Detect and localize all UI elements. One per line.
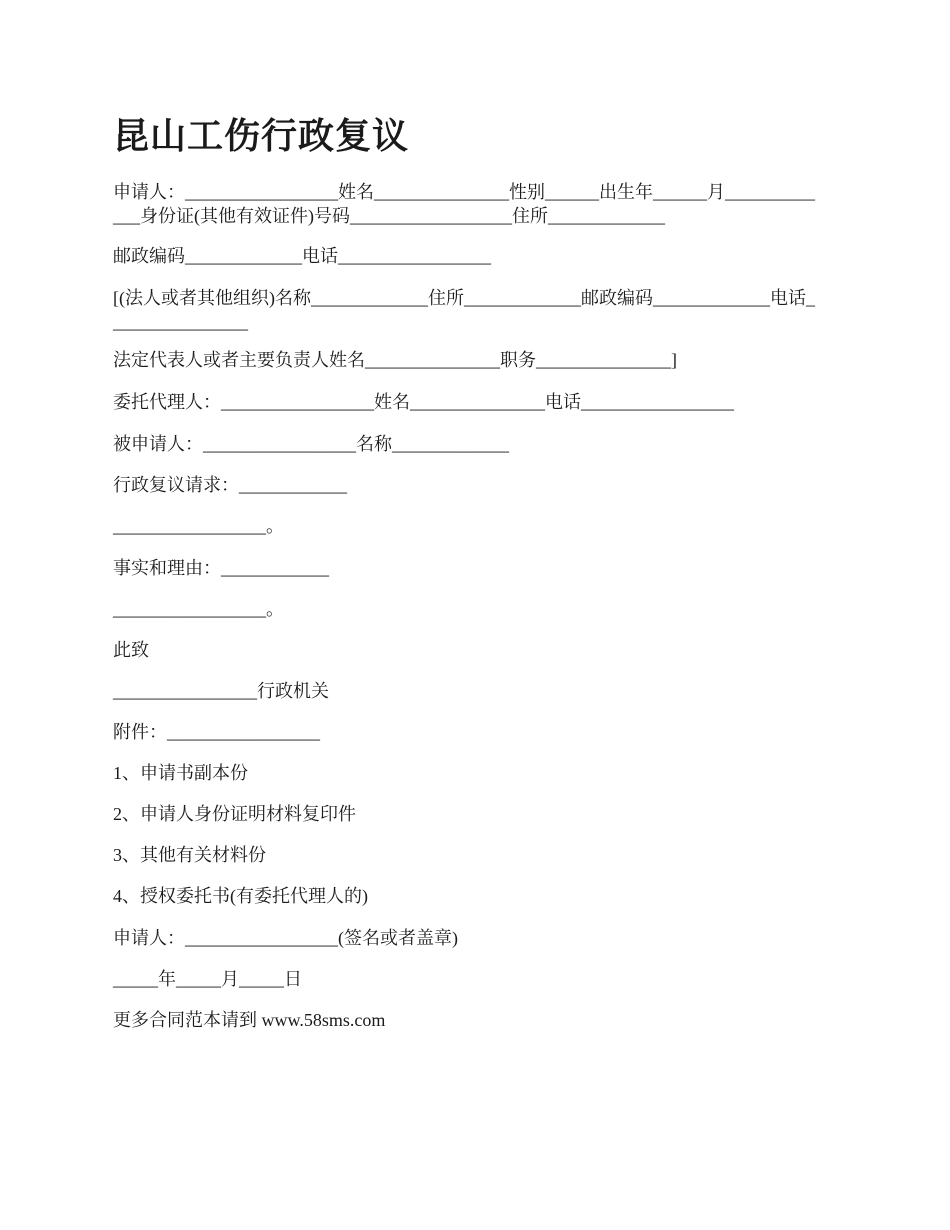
respondent-line: 被申请人：_________________名称_____________ — [113, 434, 509, 454]
signature-line: 申请人：_________________(签名或者盖章) — [113, 928, 458, 948]
attachment-item-4: 4、授权委托书(有委托代理人的) — [113, 886, 368, 906]
legal-representative-line: 法定代表人或者主要负责人姓名_______________职务_______________] — [113, 350, 677, 370]
request-blank-line: _________________。 — [113, 516, 284, 536]
facts-reasons-line: 事实和理由：____________ — [113, 558, 329, 578]
attachment-item-1: 1、申请书副本份 — [113, 763, 248, 783]
applicant-info-line: 申请人：_________________姓名_______________性别______出生年______月__________ ___身份证(其他有效证件)号码__________________住所_____________ — [113, 182, 815, 226]
administrative-organ-line: ________________行政机关 — [113, 681, 329, 701]
document-title: 昆山工伤行政复议 — [113, 116, 410, 156]
facts-blank-line: _________________。 — [113, 599, 284, 619]
organization-info-line: [(法人或者其他组织)名称_____________住所_____________邮政编码_____________电话_ _______________ — [113, 288, 815, 332]
salutation-line: 此致 — [113, 640, 149, 660]
agent-line: 委托代理人：_________________姓名_______________电话_________________ — [113, 392, 734, 412]
postal-phone-line: 邮政编码_____________电话_________________ — [113, 246, 491, 266]
footer-link-text: 更多合同范本请到 www.58sms.com — [113, 1010, 386, 1030]
attachments-line: 附件：_________________ — [113, 722, 320, 742]
attachment-item-2: 2、申请人身份证明材料复印件 — [113, 804, 356, 824]
request-line: 行政复议请求：____________ — [113, 475, 347, 495]
date-line: _____年_____月_____日 — [113, 969, 302, 989]
attachment-item-3: 3、其他有关材料份 — [113, 845, 266, 865]
